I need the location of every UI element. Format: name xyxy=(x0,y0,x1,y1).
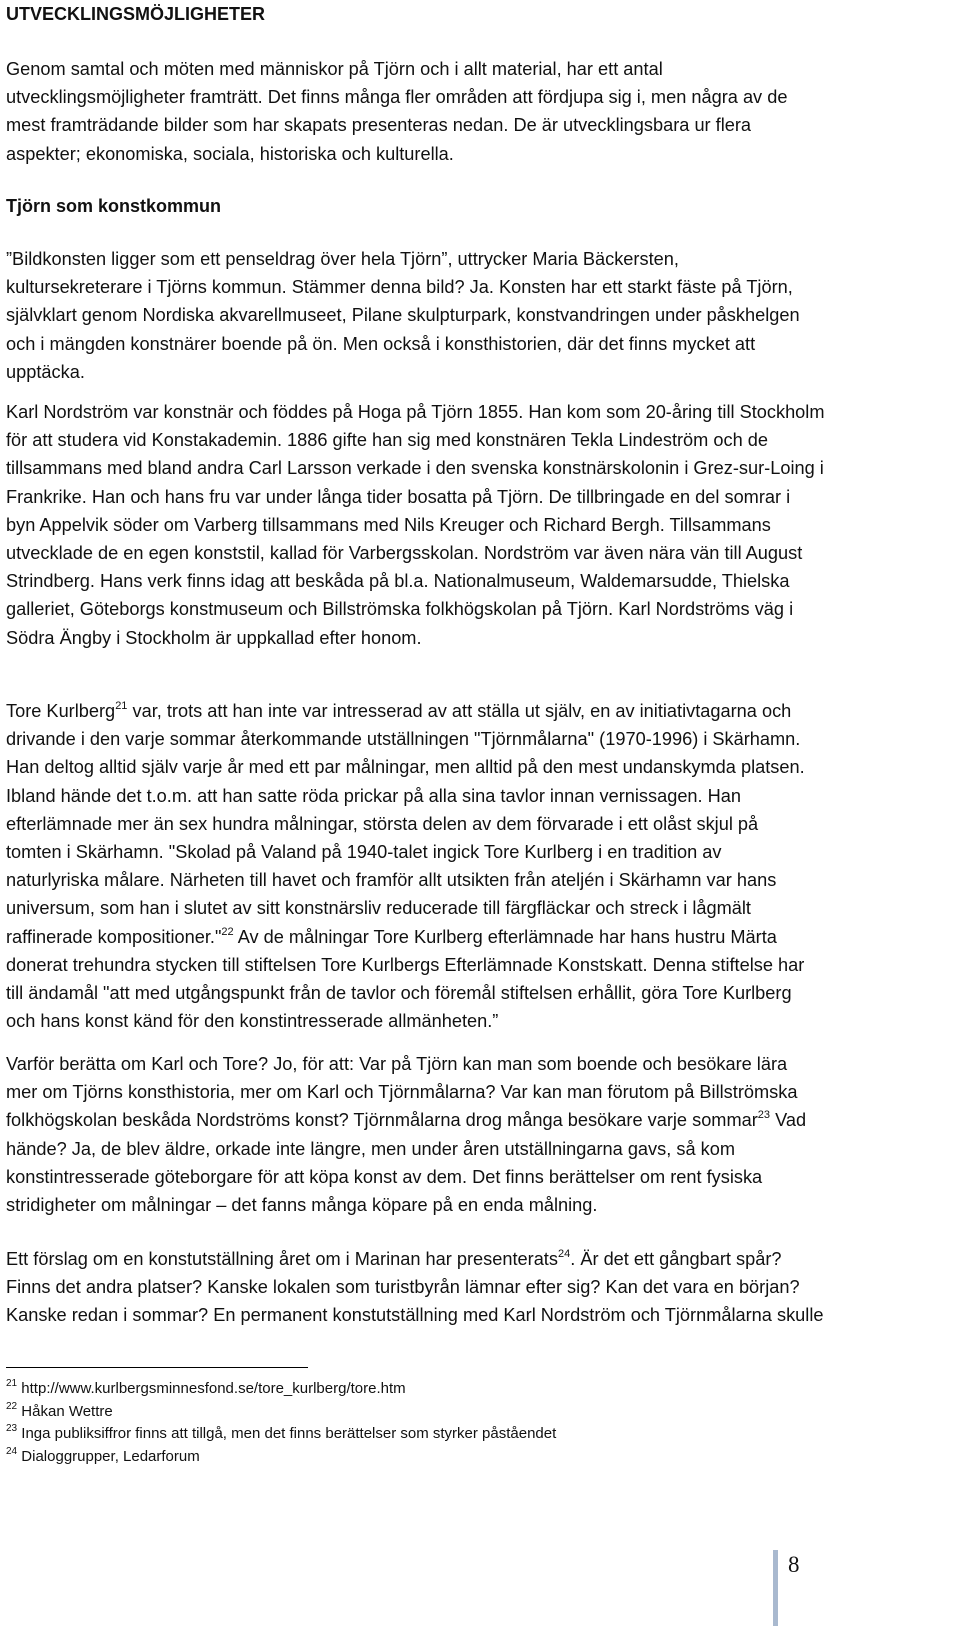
text-line: aspekter; ekonomiska, sociala, historiska och kulturella. xyxy=(6,143,454,164)
text-line: stridigheter om målningar – det fanns många köpare på en enda målning. xyxy=(6,1195,598,1216)
text-line: Frankrike. Han och hans fru var under långa tider bosatta på Tjörn. De tillbringade en del somrar i xyxy=(6,486,791,507)
text-run: Vad xyxy=(770,1110,807,1131)
intro-paragraph xyxy=(6,55,787,168)
text-line: Södra Ängby i Stockholm är uppkallad efter honom. xyxy=(6,627,422,648)
text-line xyxy=(6,1106,806,1134)
footnote-separator xyxy=(6,1367,308,1368)
footnote-text: Dialoggrupper, Ledarforum xyxy=(21,1447,200,1465)
footnote-ref-23[interactable]: 23 xyxy=(757,1109,771,1122)
footnote xyxy=(6,1423,906,1446)
footnote-text: Inga publiksiffror finns att tillgå, men det finns berättelser som styrker påståendet xyxy=(21,1425,557,1442)
text-run: raffinerade kompositioner." xyxy=(6,926,222,947)
text-line: Ibland hände det t.o.m. att han satte röda prickar på alla sina tavlor innan vernissagen. Han xyxy=(6,785,742,806)
footnote-number: 22 xyxy=(6,1400,18,1412)
footnote-ref-22[interactable]: 22 xyxy=(221,925,234,938)
footnote-link[interactable]: http://www.kurlbergsminnesfond.se/tore_kurlberg/tore.htm xyxy=(21,1380,406,1397)
paragraph-tore-kurlberg xyxy=(6,697,805,1035)
text-line: universum, som han i slutet av sitt konstnärsliv reducerade till färgfläckar och streck i lågmält xyxy=(6,898,751,919)
text-line: självklart genom Nordiska akvarellmuseet, Pilane skulpturpark, konstvandringen under påskhelgen xyxy=(6,305,800,326)
text-line: tomten i Skärhamn. "Skolad på Valand på 1940-talet ingick Tore Kurlberg i en tradition av xyxy=(6,842,722,863)
footnotes xyxy=(6,1378,906,1468)
footnote xyxy=(6,1378,906,1401)
paragraph-varfor xyxy=(6,1050,806,1219)
text-line: Han deltog alltid själv varje år med ett par målningar, men alltid på den mest undanskymda platsen. xyxy=(6,757,805,778)
text-line: mest framträdande bilder som har skapats presenteras nedan. De är utvecklingsbara ur flera xyxy=(6,115,752,136)
footnote xyxy=(6,1446,906,1469)
text-line: utvecklade de en egen konststil, kallad för Varbergsskolan. Nordström var även nära vän till August xyxy=(6,543,803,564)
section-heading: Tjörn som konstkommun xyxy=(6,196,222,216)
text-line: drivande i den varje sommar återkommande utställningen "Tjörnmålarna" (1970-1996) i Skärhamn. xyxy=(6,729,801,750)
page-number-bar xyxy=(773,1550,778,1626)
text-line: och i mängden konstnärer boende på ön. Men också i konsthistorien, där det finns mycket att xyxy=(6,333,756,354)
text-line: byn Appelvik söder om Varberg tillsammans med Nils Kreuger och Richard Bergh. Tillsammans xyxy=(6,514,771,535)
text-line xyxy=(6,697,805,725)
text-line: hände? Ja, de blev äldre, orkade inte längre, men under åren utställningarna gavs, så kom xyxy=(6,1138,735,1159)
text-line: Genom samtal och möten med människor på Tjörn och i allt material, har ett antal xyxy=(6,59,663,79)
text-run: var, trots att han inte var intresserad av att ställa ut själv, en av initiativtagarna och xyxy=(127,701,792,721)
footnote-number: 24 xyxy=(6,1445,18,1457)
text-line: Kanske redan i sommar? En permanent konstutställning med Karl Nordström och Tjörnmålarna skulle xyxy=(6,1305,824,1326)
text-line: kultursekreterare i Tjörns kommun. Stämmer denna bild? Ja. Konsten har ett starkt fäste på Tjörn, xyxy=(6,277,793,298)
text-line: donerat trehundra stycken till stiftelsen Tore Kurlbergs Efterlämnade Konstskatt. Denna stiftelse har xyxy=(6,954,805,975)
text-line: och hans konst känd för den konstintresserade allmänheten.” xyxy=(6,1011,499,1032)
text-line: Karl Nordström var konstnär och föddes på Hoga på Tjörn 1855. Han kom som 20-åring till Stockholm xyxy=(6,402,825,422)
paragraph-forslag xyxy=(6,1245,823,1330)
text-line: till ändamål "att med utgångspunkt från de tavlor och föremål stiftelsen erhållit, göra Tore Kurlberg xyxy=(6,983,792,1004)
text-line: för att studera vid Konstakademin. 1886 gifte han sig med konstnären Tekla Lindeström och de xyxy=(6,430,768,451)
text-line: Finns det andra platser? Kanske lokalen som turistbyrån lämnar efter sig? Kan det vara en början? xyxy=(6,1277,800,1298)
text-line: upptäcka. xyxy=(6,361,85,382)
footnote-number: 23 xyxy=(6,1423,18,1434)
text-line: utvecklingsmöjligheter framträtt. Det finns många fler områden att fördjupa sig i, men några av de xyxy=(6,87,788,108)
text-line: ”Bildkonsten ligger som ett penseldrag över hela Tjörn”, uttrycker Maria Bäckersten, xyxy=(6,249,679,269)
text-line xyxy=(6,923,805,951)
text-line: naturlyriska målare. Närheten till havet och framför allt utsikten från ateljén i Skärhamn var hans xyxy=(6,870,777,891)
text-run: Av de målningar Tore Kurlberg efterlämnade har hans hustru Märta xyxy=(233,926,777,947)
text-run: folkhögskolan beskåda Nordströms konst? Tjörnmålarna drog många besökare varje sommar xyxy=(6,1110,758,1131)
page-title: UTVECKLINGSMÖJLIGHETER xyxy=(6,4,266,24)
text-run: . Är det ett gångbart spår? xyxy=(570,1249,782,1269)
text-run: Tore Kurlberg xyxy=(6,701,116,721)
text-line: Strindberg. Hans verk finns idag att beskåda på bl.a. Nationalmuseum, Waldemarsudde, Thielska xyxy=(6,571,790,592)
text-run: Ett förslag om en konstutställning året om i Marinan har presenterats xyxy=(6,1249,558,1269)
page-number: 8 xyxy=(788,1552,800,1577)
footnote-number: 21 xyxy=(6,1378,18,1389)
footnote xyxy=(6,1401,906,1424)
text-line: konstintresserade göteborgare för att köpa konst av dem. Det finns berättelser om rent fysiska xyxy=(6,1166,763,1187)
text-line: Varför berätta om Karl och Tore? Jo, för att: Var på Tjörn kan man som boende och besökare lära xyxy=(6,1054,788,1074)
paragraph-bildkonsten xyxy=(6,245,800,386)
text-line: efterlämnade mer än sex hundra målningar, största delen av dem förvarade i ett olåst skjul på xyxy=(6,813,759,834)
text-line: tillsammans med bland andra Carl Larsson verkade i den svenska konstnärskolonin i Grez-sur-Loing i xyxy=(6,458,824,479)
footnote-ref-24[interactable]: 24 xyxy=(557,1247,571,1260)
paragraph-karl-nordstrom xyxy=(6,398,825,652)
text-line xyxy=(6,1245,823,1273)
text-line: galleriet, Göteborgs konstmuseum och Billströmska folkhögskolan på Tjörn. Karl Nordströms väg i xyxy=(6,599,794,620)
text-line: mer om Tjörns konsthistoria, mer om Karl och Tjörnmålarna? Var kan man förutom på Billströmska xyxy=(6,1082,798,1103)
footnote-ref-21[interactable]: 21 xyxy=(115,699,128,712)
footnote-text: Håkan Wettre xyxy=(21,1402,113,1420)
